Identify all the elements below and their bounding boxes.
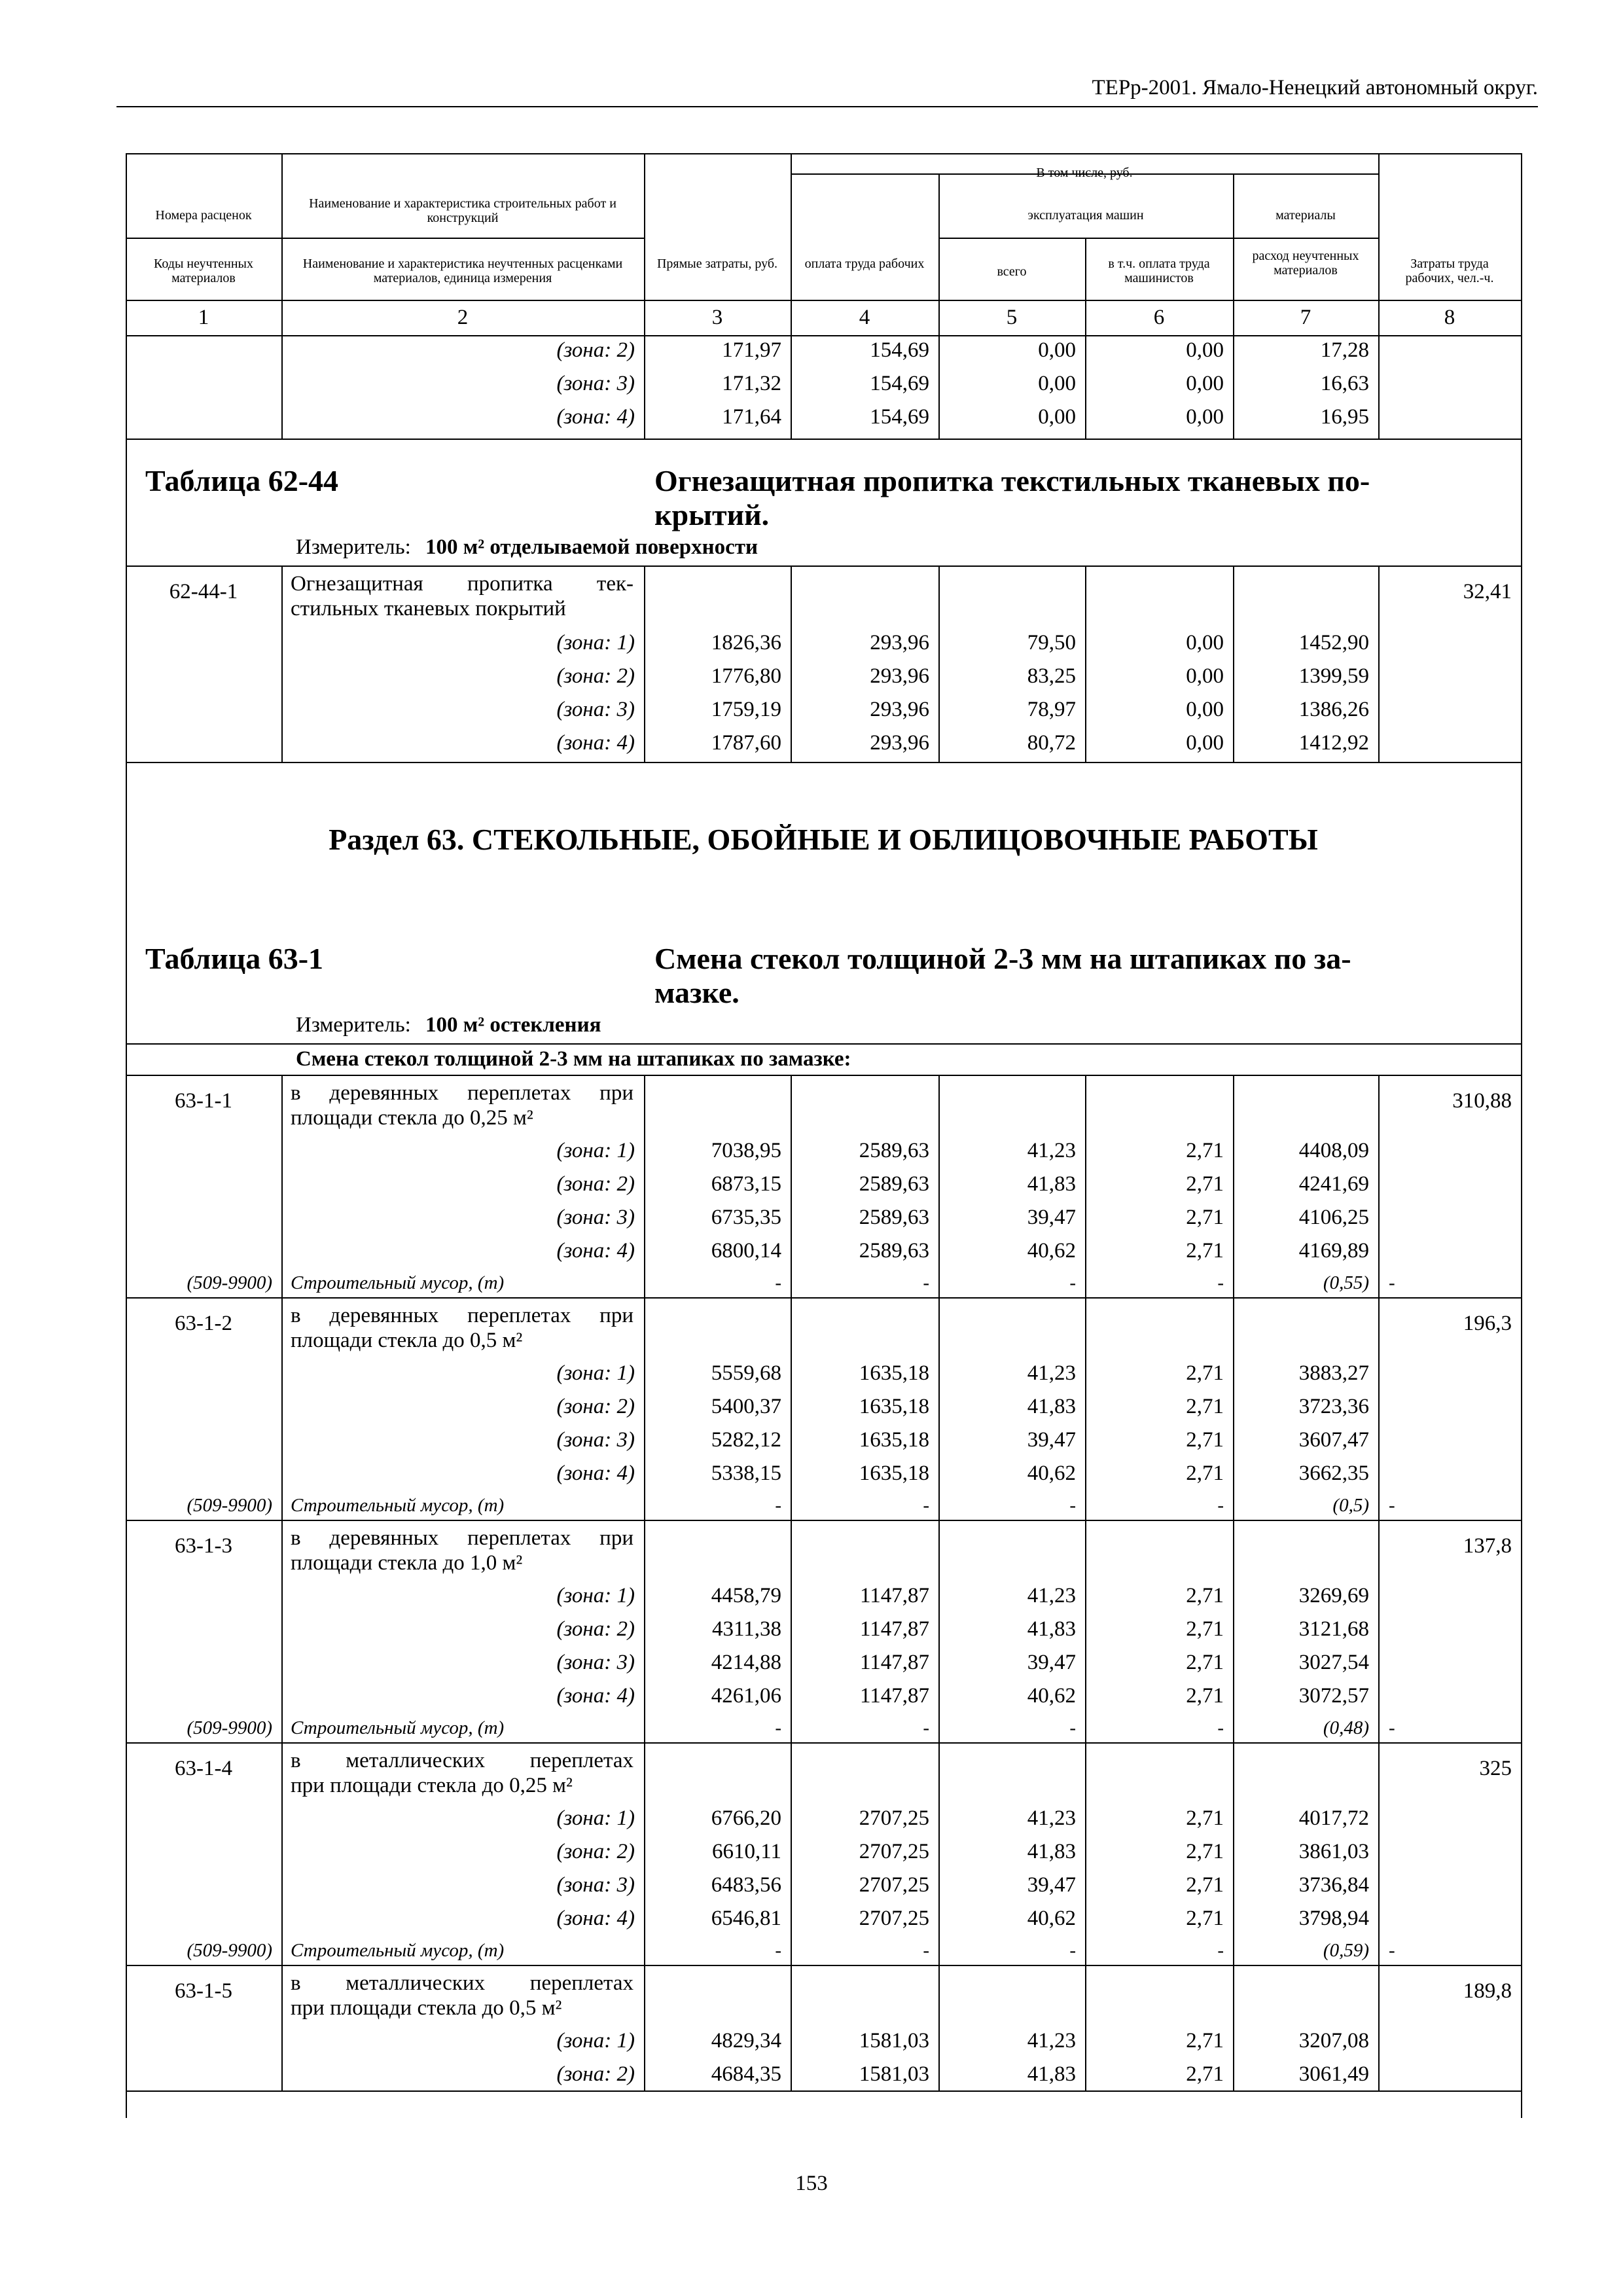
zone-label: (зона: 3)	[556, 372, 635, 395]
value-c7: 1412,92	[1298, 731, 1369, 755]
value-c7: 3121,68	[1298, 1617, 1369, 1641]
zone-label: (зона: 2)	[556, 338, 635, 362]
value-c6: 0,00	[1186, 338, 1224, 362]
value-c6: 2,71	[1186, 1172, 1224, 1196]
table-rule	[126, 1043, 1521, 1045]
table-rule	[126, 1965, 1521, 1966]
labor-hours: 196,3	[1463, 1312, 1512, 1335]
value-c5: 39,47	[1027, 1428, 1076, 1452]
value-c4: 2589,63	[859, 1239, 929, 1263]
value-c5: 80,72	[1027, 731, 1076, 755]
zone-label: (зона: 2)	[556, 2062, 635, 2086]
material-name: Строительный мусор, (т)	[291, 1717, 505, 1738]
value-c7: 16,95	[1320, 405, 1369, 429]
value-c5: 41,83	[1027, 1840, 1076, 1863]
value-c5: 39,47	[1027, 1873, 1076, 1897]
value-c4: 2589,63	[859, 1139, 929, 1162]
rate-description-line1: в металлических переплетах	[291, 1971, 633, 1995]
table-62-44-title-line1: Огнезащитная пропитка текстильных тканевых по-	[654, 464, 1370, 497]
value-c5: 79,50	[1027, 631, 1076, 655]
page-number: 153	[795, 2172, 828, 2195]
material-c6: -	[1217, 1940, 1224, 1961]
value-c4: 1581,03	[859, 2029, 929, 2053]
value-c3: 171,97	[722, 338, 781, 362]
value-c4: 1635,18	[859, 1428, 929, 1452]
value-c6: 2,71	[1186, 2029, 1224, 2053]
value-c5: 40,62	[1027, 1462, 1076, 1485]
value-c4: 293,96	[870, 664, 929, 688]
value-c6: 2,71	[1186, 1584, 1224, 1607]
value-c3: 5559,68	[711, 1361, 781, 1385]
rate-code: 63-1-1	[175, 1089, 232, 1113]
value-c5: 41,23	[1027, 1806, 1076, 1830]
value-c3: 1759,19	[711, 698, 781, 721]
zone-label: (зона: 4)	[556, 1462, 635, 1485]
value-c7: 3798,94	[1298, 1907, 1369, 1930]
column-number: 7	[1300, 306, 1311, 329]
value-c7: 3861,03	[1298, 1840, 1369, 1863]
value-c4: 2707,25	[859, 1907, 929, 1930]
material-c7: (0,5)	[1332, 1495, 1369, 1516]
value-c5: 41,23	[1027, 1139, 1076, 1162]
rate-description-line2: при площади стекла до 0,5 м²	[291, 1996, 562, 2020]
material-name: Строительный мусор, (т)	[291, 1495, 505, 1516]
subheading: Смена стекол толщиной 2-3 мм на штапиках по замазке:	[296, 1047, 851, 1071]
value-c4: 2589,63	[859, 1206, 929, 1229]
value-c5: 41,83	[1027, 2062, 1076, 2086]
header-rule	[126, 238, 644, 239]
value-c5: 0,00	[1038, 338, 1076, 362]
value-c7: 3072,57	[1298, 1684, 1369, 1708]
rate-description-line1: в деревянных переплетах при	[291, 1304, 633, 1327]
table-rule	[126, 762, 1521, 763]
material-c4: -	[923, 1272, 929, 1293]
value-c4: 2707,25	[859, 1840, 929, 1863]
zone-label: (зона: 2)	[556, 1172, 635, 1196]
material-c6: -	[1217, 1272, 1224, 1293]
value-c7: 4017,72	[1298, 1806, 1369, 1830]
header-direct-costs: Прямые затраты, руб.	[656, 257, 778, 271]
value-c6: 2,71	[1186, 1139, 1224, 1162]
table-63-1-title-line2: мазке.	[654, 976, 740, 1009]
value-c6: 2,71	[1186, 1428, 1224, 1452]
zone-label: (зона: 1)	[556, 631, 635, 655]
value-c3: 6735,35	[711, 1206, 781, 1229]
value-c5: 39,47	[1027, 1206, 1076, 1229]
material-c3: -	[775, 1717, 781, 1738]
header-rule	[938, 238, 1378, 239]
table-62-44-title-line2: крытий.	[654, 498, 770, 531]
zone-label: (зона: 1)	[556, 1806, 635, 1830]
material-code: (509-9900)	[187, 1495, 272, 1516]
material-c5: -	[1069, 1940, 1076, 1961]
material-c7: (0,55)	[1323, 1272, 1369, 1293]
zone-label: (зона: 4)	[556, 1239, 635, 1263]
value-c3: 6483,56	[711, 1873, 781, 1897]
value-c3: 4458,79	[711, 1584, 781, 1607]
value-c7: 3883,27	[1298, 1361, 1369, 1385]
zone-label: (зона: 3)	[556, 1428, 635, 1452]
value-c5: 41,83	[1027, 1617, 1076, 1641]
value-c4: 154,69	[870, 372, 929, 395]
header-rule	[126, 300, 1521, 301]
value-c4: 1147,87	[859, 1684, 929, 1708]
column-number: 1	[198, 306, 209, 329]
rate-description-line2: стильных тканевых покрытий	[291, 597, 566, 620]
zone-label: (зона: 4)	[556, 1907, 635, 1930]
header-labor-hours: Затраты труда рабочих, чел.-ч.	[1405, 257, 1494, 285]
value-c6: 2,71	[1186, 1462, 1224, 1485]
meter-value: 100 м² остекления	[425, 1013, 601, 1037]
zone-label: (зона: 1)	[556, 2029, 635, 2053]
value-c3: 1776,80	[711, 664, 781, 688]
material-c5: -	[1069, 1717, 1076, 1738]
value-c7: 3607,47	[1298, 1428, 1369, 1452]
column-rule	[1378, 335, 1380, 439]
value-c3: 171,64	[722, 405, 781, 429]
header-labor-pay: оплата труда рабочих	[804, 257, 925, 271]
labor-hours: 310,88	[1452, 1089, 1512, 1113]
value-c3: 4311,38	[711, 1617, 781, 1641]
rate-description-line2: при площади стекла до 0,25 м²	[291, 1774, 573, 1797]
value-c4: 154,69	[870, 338, 929, 362]
rate-description-line2: площади стекла до 0,25 м²	[291, 1106, 533, 1130]
table-rule	[126, 1075, 1521, 1076]
zone-label: (зона: 2)	[556, 1840, 635, 1863]
value-c5: 40,62	[1027, 1239, 1076, 1263]
value-c4: 293,96	[870, 731, 929, 755]
value-c6: 2,71	[1186, 1806, 1224, 1830]
value-c5: 41,23	[1027, 1361, 1076, 1385]
value-c7: 3662,35	[1298, 1462, 1369, 1485]
value-c4: 2707,25	[859, 1806, 929, 1830]
value-c3: 4261,06	[711, 1684, 781, 1708]
value-c6: 0,00	[1186, 372, 1224, 395]
value-c7: 1386,26	[1298, 698, 1369, 721]
value-c7: 1399,59	[1298, 664, 1369, 688]
meter-prefix: Измеритель:	[296, 535, 411, 559]
header-unaccounted-materials: расход неучтенных материалов	[1252, 249, 1359, 278]
material-c3: -	[775, 1495, 781, 1516]
header-machinist-pay: в т.ч. оплата труда машинистов	[1108, 257, 1210, 285]
table-rule	[126, 2090, 1521, 2092]
value-c7: 3027,54	[1298, 1651, 1369, 1674]
header-machines: эксплуатация машин	[1027, 208, 1144, 223]
material-c5: -	[1069, 1272, 1076, 1293]
labor-hours: 189,8	[1463, 1979, 1512, 2003]
value-c4: 2707,25	[859, 1873, 929, 1897]
zone-label: (зона: 4)	[556, 1684, 635, 1708]
value-c4: 1635,18	[859, 1361, 929, 1385]
value-c4: 293,96	[870, 698, 929, 721]
value-c3: 6800,14	[711, 1239, 781, 1263]
value-c7: 16,63	[1320, 372, 1369, 395]
value-c6: 2,71	[1186, 1840, 1224, 1863]
table-63-1-label: Таблица 63-1	[145, 942, 324, 975]
column-number: 6	[1153, 306, 1165, 329]
rate-description-line1: Огнезащитная пропитка тек-	[291, 572, 633, 596]
value-c6: 2,71	[1186, 1617, 1224, 1641]
labor-hours: 32,41	[1463, 580, 1512, 603]
table-rule	[126, 565, 1521, 567]
rate-code: 63-1-3	[175, 1534, 232, 1558]
value-c6: 0,00	[1186, 731, 1224, 755]
value-c7: 1452,90	[1298, 631, 1369, 655]
table-62-44-label: Таблица 62-44	[145, 464, 339, 497]
value-c6: 0,00	[1186, 405, 1224, 429]
column-number: 3	[711, 306, 723, 329]
value-c7: 3207,08	[1298, 2029, 1369, 2053]
value-c3: 4684,35	[711, 2062, 781, 2086]
rate-code: 63-1-4	[175, 1757, 232, 1780]
zone-label: (зона: 3)	[556, 1873, 635, 1897]
value-c4: 1147,87	[859, 1617, 929, 1641]
header-machines-total: всего	[997, 264, 1027, 279]
header-work-name: Наименование и характеристика строительных работ и конструкций	[309, 196, 616, 225]
material-c8: -	[1389, 1940, 1395, 1961]
value-c7: 3736,84	[1298, 1873, 1369, 1897]
value-c6: 0,00	[1186, 631, 1224, 655]
value-c3: 5282,12	[711, 1428, 781, 1452]
value-c3: 6610,11	[711, 1840, 781, 1863]
labor-hours: 325	[1479, 1757, 1512, 1780]
value-c3: 1826,36	[711, 631, 781, 655]
value-c7: 4408,09	[1298, 1139, 1369, 1162]
value-c4: 1147,87	[859, 1651, 929, 1674]
value-c3: 5400,37	[711, 1395, 781, 1418]
meter-prefix: Измеритель:	[296, 1013, 411, 1037]
column-number: 4	[859, 306, 870, 329]
value-c4: 293,96	[870, 631, 929, 655]
material-name: Строительный мусор, (т)	[291, 1272, 505, 1293]
column-number: 2	[457, 306, 469, 329]
value-c5: 41,83	[1027, 1395, 1076, 1418]
table-rule	[126, 1742, 1521, 1744]
material-c8: -	[1389, 1495, 1395, 1516]
value-c3: 4829,34	[711, 2029, 781, 2053]
material-c4: -	[923, 1495, 929, 1516]
zone-label: (зона: 2)	[556, 1617, 635, 1641]
value-c5: 0,00	[1038, 372, 1076, 395]
material-c3: -	[775, 1940, 781, 1961]
value-c5: 41,83	[1027, 1172, 1076, 1196]
value-c4: 154,69	[870, 405, 929, 429]
rate-code: 63-1-2	[175, 1312, 232, 1335]
value-c3: 4214,88	[711, 1651, 781, 1674]
value-c6: 2,71	[1186, 1395, 1224, 1418]
value-c3: 6546,81	[711, 1907, 781, 1930]
value-c4: 1635,18	[859, 1462, 929, 1485]
meter-value: 100 м² отделываемой поверхности	[425, 535, 758, 559]
value-c7: 3061,49	[1298, 2062, 1369, 2086]
value-c5: 40,62	[1027, 1907, 1076, 1930]
value-c6: 2,71	[1186, 1206, 1224, 1229]
value-c6: 2,71	[1186, 1651, 1224, 1674]
column-number: 8	[1444, 306, 1455, 329]
value-c3: 7038,95	[711, 1139, 781, 1162]
header-material-name: Наименование и характеристика неучтенных расценками материалов, единица измерения	[302, 257, 623, 285]
material-c7: (0,48)	[1323, 1717, 1369, 1738]
value-c7: 3723,36	[1298, 1395, 1369, 1418]
material-c8: -	[1389, 1717, 1395, 1738]
value-c7: 4169,89	[1298, 1239, 1369, 1263]
value-c6: 2,71	[1186, 1873, 1224, 1897]
value-c5: 78,97	[1027, 698, 1076, 721]
value-c5: 40,62	[1027, 1684, 1076, 1708]
rate-code: 62-44-1	[169, 580, 238, 603]
value-c6: 2,71	[1186, 1239, 1224, 1263]
value-c4: 1581,03	[859, 2062, 929, 2086]
value-c5: 41,23	[1027, 2029, 1076, 2053]
value-c3: 6766,20	[711, 1806, 781, 1830]
rate-description-line2: площади стекла до 0,5 м²	[291, 1329, 523, 1352]
value-c4: 1635,18	[859, 1395, 929, 1418]
zone-label: (зона: 3)	[556, 1651, 635, 1674]
material-name: Строительный мусор, (т)	[291, 1940, 505, 1961]
zone-label: (зона: 4)	[556, 405, 635, 429]
header-rate-numbers: Номера расценок	[155, 208, 252, 223]
header-rule	[126, 335, 1521, 336]
table-rule	[126, 1520, 1521, 1521]
rate-description-line1: в деревянных переплетах при	[291, 1526, 633, 1550]
material-code: (509-9900)	[187, 1940, 272, 1961]
rate-description-line1: в металлических переплетах	[291, 1749, 633, 1772]
value-c7: 17,28	[1320, 338, 1369, 362]
value-c4: 2589,63	[859, 1172, 929, 1196]
value-c7: 3269,69	[1298, 1584, 1369, 1607]
table-rule	[126, 439, 1521, 440]
header-material-codes: Коды неучтенных материалов	[154, 257, 253, 285]
section-title: Раздел 63. СТЕКОЛЬНЫЕ, ОБОЙНЫЕ И ОБЛИЦОВОЧНЫЕ РАБОТЫ	[329, 823, 1318, 856]
value-c7: 4241,69	[1298, 1172, 1369, 1196]
header-including: В том числе, руб.	[1036, 166, 1133, 180]
zone-label: (зона: 2)	[556, 1395, 635, 1418]
value-c5: 41,23	[1027, 1584, 1076, 1607]
page-header: ТЕРр-2001. Ямало-Ненецкий автономный округ.	[116, 73, 1538, 107]
value-c6: 2,71	[1186, 1907, 1224, 1930]
table-63-1-title-line1: Смена стекол толщиной 2-3 мм на штапиках по за-	[654, 942, 1351, 975]
value-c3: 1787,60	[711, 731, 781, 755]
material-c4: -	[923, 1940, 929, 1961]
material-c4: -	[923, 1717, 929, 1738]
value-c6: 0,00	[1186, 664, 1224, 688]
zone-label: (зона: 1)	[556, 1139, 635, 1162]
zone-label: (зона: 3)	[556, 1206, 635, 1229]
value-c4: 1147,87	[859, 1584, 929, 1607]
value-c6: 2,71	[1186, 2062, 1224, 2086]
header-materials: материалы	[1275, 208, 1336, 223]
material-c5: -	[1069, 1495, 1076, 1516]
material-c3: -	[775, 1272, 781, 1293]
value-c6: 2,71	[1186, 1684, 1224, 1708]
value-c3: 5338,15	[711, 1462, 781, 1485]
value-c3: 6873,15	[711, 1172, 781, 1196]
material-c8: -	[1389, 1272, 1395, 1293]
material-code: (509-9900)	[187, 1717, 272, 1738]
value-c5: 39,47	[1027, 1651, 1076, 1674]
rate-description-line2: площади стекла до 1,0 м²	[291, 1551, 523, 1575]
zone-label: (зона: 1)	[556, 1361, 635, 1385]
labor-hours: 137,8	[1463, 1534, 1512, 1558]
column-number: 5	[1006, 306, 1018, 329]
value-c3: 171,32	[722, 372, 781, 395]
material-code: (509-9900)	[187, 1272, 272, 1293]
rate-description-line1: в деревянных переплетах при	[291, 1081, 633, 1105]
table-rule	[126, 1297, 1521, 1299]
value-c5: 83,25	[1027, 664, 1076, 688]
material-c7: (0,59)	[1323, 1940, 1369, 1961]
value-c7: 4106,25	[1298, 1206, 1369, 1229]
value-c6: 2,71	[1186, 1361, 1224, 1385]
value-c6: 0,00	[1186, 698, 1224, 721]
material-c6: -	[1217, 1495, 1224, 1516]
zone-label: (зона: 3)	[556, 698, 635, 721]
value-c5: 0,00	[1038, 405, 1076, 429]
rate-code: 63-1-5	[175, 1979, 232, 2003]
zone-label: (зона: 4)	[556, 731, 635, 755]
material-c6: -	[1217, 1717, 1224, 1738]
zone-label: (зона: 1)	[556, 1584, 635, 1607]
zone-label: (зона: 2)	[556, 664, 635, 688]
